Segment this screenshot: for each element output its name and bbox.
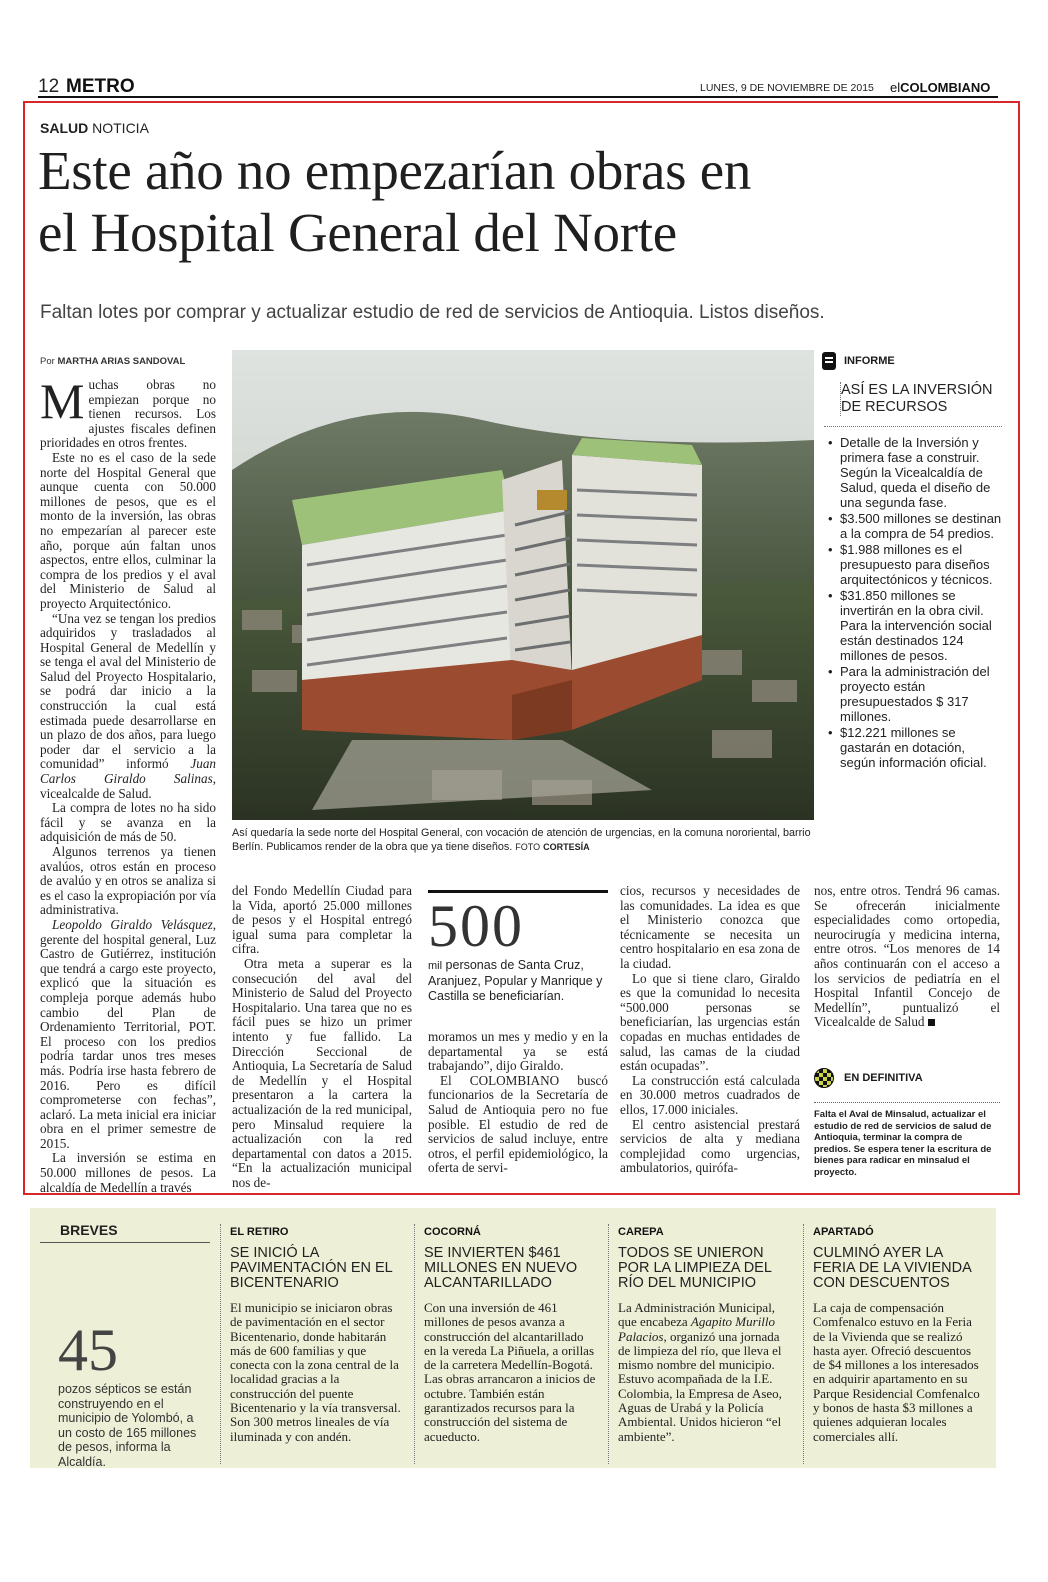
byline [40, 356, 185, 367]
quoted-person: Juan Carlos Giraldo Salinas [40, 756, 217, 787]
byline-prefix: Por [40, 356, 55, 367]
paragraph: cios, recursos y necesidades de las comunidades. La idea es que el Ministerio conozca que técnicamente se necesita un centro hospitalario en esa zona de la ciudad. [620, 883, 800, 971]
breve-title: SE INVIERTEN $461 MILLONES EN NUEVO ALCANTARILLADO [424, 1245, 578, 1291]
kicker-type: NOTICIA [92, 120, 149, 136]
headline-line-2: el Hospital General del Norte [38, 202, 677, 263]
breves-stat-number: 45 [58, 1317, 118, 1383]
breve-kicker: CAREPA [618, 1226, 664, 1238]
body-column-4 [620, 884, 800, 1176]
breve-item [618, 1226, 790, 1444]
stat-number: 500 [428, 893, 524, 959]
article-kicker [40, 120, 149, 136]
breve-body: La caja de compensación Comfenalco estuvo en la Feria de la Vivienda que se realizó hasta ayer. Ofreció descuentos de $4 millones a los interesados en adquirir apartamento en su Parque Residencial Comfenalco y bonos de hasta $3 millones a quienes adquieran locales comerciales allí. [813, 1300, 980, 1444]
kicker-section: SALUD [40, 120, 89, 136]
byline-author: MARTHA ARIAS SANDOVAL [57, 356, 186, 367]
paragraph: Otra meta a superar es la consecución del aval del Ministerio de Salud del Proyecto Hospitalario. Una tarea que no es fácil pues se hizo un primer intento y fue fallido. La Dirección Seccional de Antioquia, La Secretaría de Salud de Medellín y el Hospital presentaron a la cartera la actualización de la red municipal, pero Minsalud requiere la actualización con la red departamental con datos a 2015. “En la actualización municipal nos de- [232, 955, 412, 1190]
photo-credit-prefix: FOTO [515, 842, 541, 852]
paragraph: nos, entre otros. Tendrá 96 camas. Se ofrecerán inicialmente especialidades como ortopedia, neurocirugía y medicina interna, entre otros. “Los menores de 14 años continuarán con el acceso a los servicios de pediatría en el Hospital Infantil Concejo de Medellín”, puntualizó el Vicealcalde de Salud [814, 883, 1000, 1030]
breves-stat-text: pozos sépticos se están construyendo en el municipio de Yolombó, a un costo de 165 millones de pesos, informa la Alcaldía. [58, 1382, 197, 1469]
breve-title: CULMINÓ AYER LA FERIA DE LA VIVIENDA CON DESCUENTOS [813, 1245, 971, 1291]
dropcap: M [40, 373, 85, 429]
breve-body: Con una inversión de 461 millones de pesos avanza a construcción del alcantarillado en la vereda La Piñuela, a orillas de la carretera Medellín-Bogotá. Las obras arrancaron a inicios de octubre. También están garantizados recursos para la construcción del sistema de acueducto. [424, 1300, 596, 1444]
checkered-icon [814, 1068, 834, 1088]
informe-item: • $31.850 millones se invertirán en la obra civil. Para la intervención social están destinados 124 millones de pesos. [824, 588, 1002, 663]
breves-divider [414, 1224, 415, 1464]
body-column-1 [40, 373, 217, 1195]
document-icon [822, 352, 836, 370]
breve-item [230, 1226, 402, 1444]
breve-title: TODOS SE UNIERON POR LA LIMPIEZA DEL RÍO DEL MUNICIPIO [618, 1245, 772, 1291]
quoted-person: Leopoldo Giraldo Velásquez [52, 916, 213, 932]
section-name: METRO [66, 76, 135, 97]
en-definitiva-label: EN DEFINITIVA [844, 1072, 923, 1084]
breves-divider [608, 1224, 609, 1464]
body-column-3 [428, 1030, 608, 1176]
brand-name: COLOMBIANO [900, 80, 991, 95]
headline [38, 140, 1008, 264]
breve-title: SE INICIÓ LA PAVIMENTACIÓN EN EL BICENTENARIO [230, 1245, 393, 1291]
breves-label: BREVES [60, 1222, 118, 1238]
informe-title: ASÍ ES LA INVERSIÓN DE RECURSOS [840, 382, 1002, 416]
body-column-5 [814, 884, 1000, 1030]
informe-item: • Para la administración del proyecto están presupuestados $ 317 millones. [824, 664, 1002, 724]
paragraph: El COLOMBIANO buscó funcionarios de la Secretaría de Salud de Antioquia pero no fue posible. El estudio de red de servicios de salud incluye, entre otros, el perfil epidemiológico, la oferta de servi- [428, 1072, 608, 1176]
paragraph: Lo que si tiene claro, Giraldo es que la comunidad lo necesita “500.000 personas se beneficiarían, las urgencias están copadas en muchas entidades de salud, las camas de la ciudad están ocupadas”. [620, 970, 800, 1074]
informe-item: • Detalle de la Inversión y primera fase a construir. Según la Vicealcaldía de Salud, queda el diseño de una segunda fase. [824, 435, 1002, 510]
breve-kicker: COCORNÁ [424, 1226, 481, 1238]
subtitle: Faltan lotes por comprar y actualizar estudio de red de servicios de Antioquia. Listos diseños. [40, 302, 825, 323]
quoted-person: Agapito Murillo Palacios [618, 1314, 776, 1344]
lead-paragraph: Muchas obras no empiezan porque no tienen recursos. Los ajustes fiscales definen prioridades en otros frentes. [40, 373, 216, 451]
end-mark-icon [928, 1019, 935, 1026]
paragraph: Leopoldo Giraldo Velásquez, gerente del hospital general, Luz Castro de Gutiérrez, institución que tendrá a cargo este proyecto, explicó que la situación es compleja porque además hubo cambio del Plan de Ordenamiento Territorial, POT. El proceso con los predios podría tardar unos tres meses más. Podría irse hasta febrero de 2016. Pero es difícil comprometerse con fechas”, aclaró. La meta inicial era iniciar obra en el primer semestre de 2015. [40, 916, 216, 1151]
body-column-2 [232, 884, 412, 1190]
informe-header [822, 352, 1002, 370]
photo-credit: CORTESÍA [543, 842, 590, 852]
breves-label-rule [40, 1242, 210, 1243]
informe-item: • $3.500 millones se destinan a la compra de 54 predios. [824, 511, 1002, 541]
breve-item [813, 1226, 985, 1444]
issue-date: LUNES, 9 DE NOVIEMBRE DE 2015 [700, 82, 874, 94]
breve-body: La Administración Municipal, que encabeza Agapito Murillo Palacios, organizó una jornada de limpieza del río, que lleva el mismo nombre del municipio. Estuvo acompañada de la I.E. Colombia, la Empresa de Aseo, Aguas de Urabá y la Policía Ambiental. Unidos hicieron “el ambiente”. [618, 1300, 782, 1444]
stat-rule [428, 890, 608, 893]
masthead-rule [38, 96, 998, 98]
figure-caption: Así quedaría la sede norte del Hospital General, con vocación de atención de urgencias, en la comuna nororiental, barrio Berlín. Publicamos render de la obra que ya tiene diseños. FOTO CORTESÍA [232, 827, 811, 853]
stat-caption: mil personas de Santa Cruz, Aranjuez, Popular y Manrique y Castilla se beneficiarían. [428, 958, 603, 1003]
breve-body: El municipio se iniciaron obras de pavimentación en el sector Bicentenario, donde habitarán más de 600 familias y que conecta con la zona central de la localidad gracias a la construcción del puente Bicentenario y la vía transversal. Son 300 metros lineales de vía iluminada y con andén. [230, 1300, 401, 1444]
paragraph: del Fondo Medellín Ciudad para la Vida, aportó 25.000 millones de pesos y el Hospital entregó igual suma para completar la cifra. [232, 883, 412, 957]
paragraph: La construcción está calculada en 30.000 metros cuadrados de ellos, 17.000 iniciales. [620, 1072, 800, 1117]
paragraph: moramos un mes y medio y en la departamental ya se está trabajando”, dijo Giraldo. [428, 1029, 608, 1074]
brand-logo [890, 80, 990, 95]
informe-list [824, 426, 1002, 770]
informe-sidebar [822, 352, 1002, 771]
paragraph: “Una vez se tengan los predios adquiridos y trasladados al Hospital General de Medellín y se tenga el aval del Ministerio de Salud del Proyecto Hospitalario, se podrá dar inicio a la construcción la cual está estimada puede desarrollarse en un plazo de dos años, para luego poder dar el servicio a la comunidad” informó Juan Carlos Giraldo Salinas, vicealcalde de Salud. [40, 610, 217, 801]
breve-item [424, 1226, 596, 1444]
informe-item: • $1.988 millones es el presupuesto para diseños arquitectónicos y técnicos. [824, 542, 1002, 587]
paragraph: La compra de lotes no ha sido fácil y se avanza en la adquisición de más de 50. [40, 800, 216, 845]
breves-divider [220, 1224, 221, 1464]
paragraph: El centro asistencial prestará servicios de alta y mediana complejidad como urgencias, ambulatorios, quirófa- [620, 1116, 800, 1176]
informe-item: • $12.221 millones se gastarán en dotación, según información oficial. [824, 725, 1002, 770]
en-definitiva-text: Falta el Aval de Minsalud, actualizar el estudio de red de servicios de salud de Antioquia, terminar la compra de predios. Se espera tener la escritura de bienes para radicar en minsalud el proyecto. [814, 1102, 1000, 1178]
brand-prefix: el [890, 80, 901, 95]
breves-divider [803, 1224, 804, 1464]
paragraph: La inversión se estima en 50.000 millones de pesos. La alcaldía de Medellín a través [40, 1150, 216, 1195]
informe-label: INFORME [844, 355, 895, 367]
headline-line-1: Este año no empezarían obras en [38, 140, 752, 201]
page-number: 12 [38, 76, 60, 97]
render-illustration [232, 350, 814, 820]
paragraph: Algunos terrenos ya tienen avalúos, otros están en proceso de avalúo y en otros se analiza si es el caso la expropiación por vía administrativa. [40, 844, 216, 918]
informe-items [824, 435, 1002, 770]
paragraph: Este no es el caso de la sede norte del Hospital General que aunque cuenta con 50.000 millones de pesos, que es el monto de la inversión, las obras no empezarían al parecer este año, porque aún faltan unos aspectos, entre ellos, culminar la compra de los predios y el aval del Ministerio de Salud al proyecto Arquitectónico. [40, 449, 216, 611]
en-definitiva-box [814, 1068, 1000, 1178]
hospital-render-image [232, 350, 814, 820]
en-definitiva-header [814, 1068, 1000, 1088]
breve-kicker: EL RETIRO [230, 1226, 289, 1238]
breve-kicker: APARTADÓ [813, 1226, 874, 1238]
